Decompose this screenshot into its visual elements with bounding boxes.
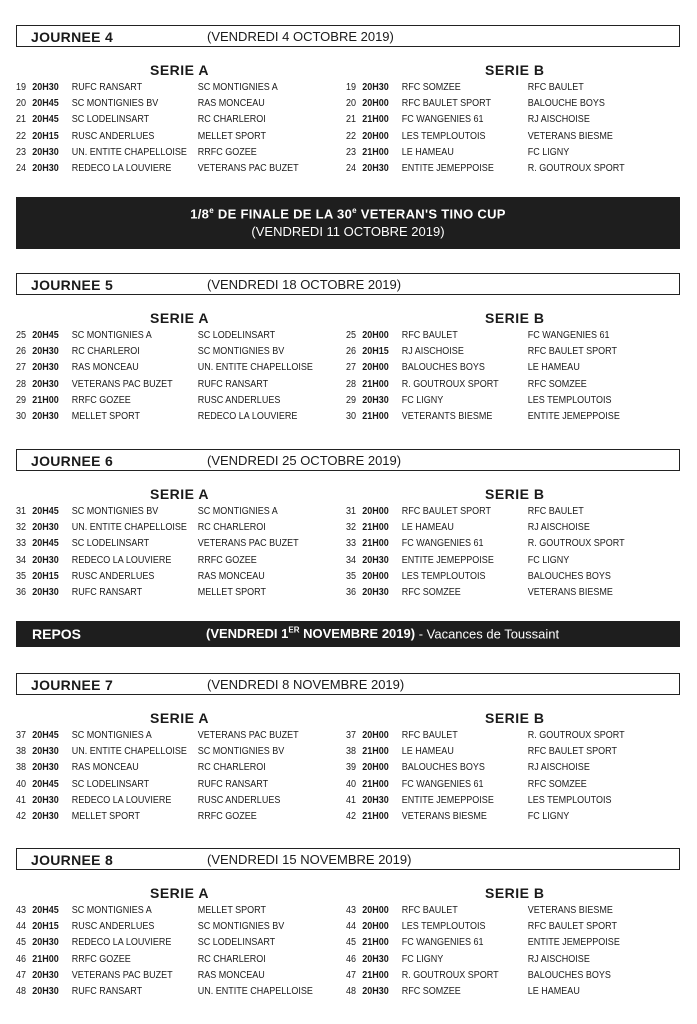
away-team: RRFC GOZEE [197, 811, 257, 822]
match-number: 20 [346, 98, 357, 110]
match-time: 20H00 [362, 730, 389, 741]
home-team: LES TEMPLOUTOIS [401, 570, 486, 582]
match-time: 20H45 [32, 778, 59, 790]
match-number: 19 [16, 82, 27, 93]
match-time: 21H00 [362, 378, 389, 390]
match-number: 24 [16, 163, 27, 174]
away-team: RFC SOMZEE [527, 778, 587, 790]
journee-header [16, 673, 680, 695]
journee-title: JOURNEE 6 [31, 453, 114, 469]
match-time: 20H30 [362, 82, 389, 93]
match-number: 28 [16, 378, 27, 390]
match-time: 20H15 [32, 570, 59, 582]
match-time: 21H00 [362, 114, 389, 126]
match-time: 20H00 [362, 570, 389, 582]
match-time: 21H00 [32, 394, 59, 406]
match-number: 45 [346, 937, 357, 949]
match-time: 21H00 [362, 778, 389, 790]
away-team: FC LIGNY [527, 146, 570, 158]
serie-a-label: SERIE A [150, 885, 209, 901]
match-number: 35 [16, 570, 27, 582]
match-number: 41 [16, 794, 27, 806]
serie-b-label: SERIE B [485, 710, 545, 726]
match-time: 20H30 [362, 587, 389, 598]
away-team: RAS MONCEAU [197, 98, 265, 110]
match-number: 43 [346, 905, 357, 916]
match-time: 20H30 [32, 346, 59, 358]
match-time: 20H45 [32, 506, 59, 517]
home-team: R. GOUTROUX SPORT [401, 378, 499, 390]
match-time: 21H00 [362, 811, 389, 822]
match-time: 20H30 [362, 794, 389, 806]
home-team: RUFC RANSART [71, 82, 143, 93]
home-team: ENTITE JEMEPPOISE [401, 554, 494, 566]
match-time: 20H30 [32, 378, 59, 390]
home-team: SC LODELINSART [71, 538, 150, 550]
home-team: BALOUCHES BOYS [401, 762, 485, 774]
journee-header [16, 848, 680, 870]
match-number: 42 [346, 811, 357, 822]
journee-header [16, 273, 680, 295]
match-number: 44 [16, 921, 27, 933]
match-time: 20H00 [362, 330, 389, 341]
away-team: R. GOUTROUX SPORT [527, 163, 625, 174]
away-team: VETERANS BIESME [527, 905, 613, 916]
match-time: 20H30 [32, 937, 59, 949]
home-team: FC WANGENIES 61 [401, 937, 484, 949]
match-time: 20H00 [362, 921, 389, 933]
away-team: RFC BAULET SPORT [527, 921, 617, 933]
home-team: RFC SOMZEE [401, 986, 461, 997]
home-team: RUSC ANDERLUES [71, 570, 155, 582]
away-team: RRFC GOZEE [197, 554, 257, 566]
match-number: 21 [346, 114, 357, 126]
match-number: 42 [16, 811, 27, 822]
match-number: 26 [16, 346, 27, 358]
match-number: 43 [16, 905, 27, 916]
match-number: 38 [346, 746, 357, 758]
home-team: SC MONTIGNIES BV [71, 98, 159, 110]
journee-date: (VENDREDI 25 OCTOBRE 2019) [207, 453, 402, 468]
match-number: 32 [346, 522, 357, 534]
home-team: REDECO LA LOUVIERE [71, 794, 172, 806]
away-team: RUFC RANSART [197, 778, 269, 790]
away-team: RJ AISCHOISE [527, 762, 590, 774]
away-team: SC MONTIGNIES BV [197, 746, 285, 758]
match-number: 48 [346, 986, 357, 997]
away-team: BALOUCHE BOYS [527, 98, 605, 110]
away-team: VETERANS PAC BUZET [197, 538, 299, 550]
match-number: 45 [16, 937, 27, 949]
away-team: RAS MONCEAU [197, 969, 265, 981]
away-team: RC CHARLEROI [197, 762, 266, 774]
match-number: 40 [346, 778, 357, 790]
journee-title: JOURNEE 8 [31, 852, 114, 868]
match-number: 38 [16, 746, 27, 758]
match-time: 20H00 [362, 130, 389, 142]
away-team: SC MONTIGNIES BV [197, 921, 285, 933]
home-team: LES TEMPLOUTOIS [401, 130, 486, 142]
away-team: RC CHARLEROI [197, 953, 266, 965]
away-team: SC LODELINSART [197, 937, 276, 949]
match-number: 28 [346, 378, 357, 390]
away-team: RFC SOMZEE [527, 378, 587, 390]
away-team: LE HAMEAU [527, 362, 580, 374]
match-number: 33 [16, 538, 27, 550]
home-team: RRFC GOZEE [71, 953, 131, 965]
match-time: 20H30 [32, 146, 59, 158]
away-team: SC MONTIGNIES A [197, 506, 278, 517]
home-team: RJ AISCHOISE [401, 346, 464, 358]
match-time: 20H30 [32, 163, 59, 174]
home-team: VETERANTS BIESME [401, 411, 493, 422]
home-team: RUFC RANSART [71, 587, 143, 598]
match-number: 23 [16, 146, 27, 158]
match-number: 41 [346, 794, 357, 806]
home-team: VETERANS PAC BUZET [71, 969, 173, 981]
away-team: R. GOUTROUX SPORT [527, 538, 625, 550]
away-team: LES TEMPLOUTOIS [527, 794, 612, 806]
match-number: 46 [16, 953, 27, 965]
home-team: SC LODELINSART [71, 114, 150, 126]
journee-date: (VENDREDI 8 NOVEMBRE 2019) [207, 677, 405, 692]
home-team: RFC BAULET SPORT [401, 506, 491, 517]
match-number: 30 [16, 411, 27, 422]
match-time: 20H00 [362, 905, 389, 916]
repos-date: (VENDREDI 1ER NOVEMBRE 2019) - Vacances de Toussaint [206, 626, 560, 642]
match-time: 20H45 [32, 538, 59, 550]
away-team: RJ AISCHOISE [527, 953, 590, 965]
home-team: UN. ENTITE CHAPELLOISE [71, 522, 187, 534]
home-team: LE HAMEAU [401, 146, 454, 158]
serie-a-label: SERIE A [150, 62, 209, 78]
match-number: 36 [16, 587, 27, 598]
match-time: 20H30 [32, 986, 59, 997]
home-team: ENTITE JEMEPPOISE [401, 794, 494, 806]
away-team: BALOUCHES BOYS [527, 969, 611, 981]
home-team: SC MONTIGNIES A [71, 330, 152, 341]
match-time: 20H00 [362, 762, 389, 774]
repos-banner [16, 621, 680, 647]
serie-b-label: SERIE B [485, 486, 545, 502]
away-team: VETERANS BIESME [527, 587, 613, 598]
away-team: VETERANS PAC BUZET [197, 163, 299, 174]
serie-b-label: SERIE B [485, 62, 545, 78]
home-team: SC LODELINSART [71, 778, 150, 790]
match-number: 34 [16, 554, 27, 566]
match-number: 29 [346, 394, 357, 406]
away-team: MELLET SPORT [197, 587, 267, 598]
match-time: 20H30 [362, 163, 389, 174]
match-number: 44 [346, 921, 357, 933]
match-time: 20H30 [32, 746, 59, 758]
match-number: 23 [346, 146, 357, 158]
match-number: 29 [16, 394, 27, 406]
home-team: LE HAMEAU [401, 746, 454, 758]
match-number: 22 [16, 130, 27, 142]
match-time: 20H30 [32, 762, 59, 774]
away-team: RFC BAULET SPORT [527, 346, 617, 358]
match-time: 21H00 [362, 538, 389, 550]
match-number: 21 [16, 114, 27, 126]
match-number: 27 [16, 362, 27, 374]
journee-date: (VENDREDI 15 NOVEMBRE 2019) [207, 852, 412, 867]
away-team: SC MONTIGNIES A [197, 82, 278, 93]
match-time: 21H00 [32, 953, 59, 965]
away-team: RFC BAULET SPORT [527, 746, 617, 758]
match-number: 24 [346, 163, 357, 174]
match-time: 20H30 [362, 394, 389, 406]
home-team: MELLET SPORT [71, 811, 141, 822]
match-time: 20H45 [32, 98, 59, 110]
away-team: UN. ENTITE CHAPELLOISE [197, 362, 313, 374]
away-team: RJ AISCHOISE [527, 522, 590, 534]
cup-title: 1/8e DE FINALE DE LA 30e VETERAN'S TINO CUP [190, 206, 506, 222]
match-time: 20H00 [362, 362, 389, 374]
match-number: 31 [16, 506, 27, 517]
away-team: SC MONTIGNIES BV [197, 346, 285, 358]
home-team: FC LIGNY [401, 394, 444, 406]
match-time: 20H30 [32, 811, 59, 822]
away-team: RAS MONCEAU [197, 570, 265, 582]
home-team: ENTITE JEMEPPOISE [401, 163, 494, 174]
match-time: 20H30 [362, 986, 389, 997]
match-time: 20H00 [362, 98, 389, 110]
match-number: 47 [16, 969, 27, 981]
away-team: VETERANS BIESME [527, 130, 613, 142]
away-team: RRFC GOZEE [197, 146, 257, 158]
match-time: 20H30 [32, 82, 59, 93]
away-team: SC LODELINSART [197, 330, 276, 341]
match-time: 20H45 [32, 905, 59, 916]
away-team: RUSC ANDERLUES [197, 394, 281, 406]
match-number: 22 [346, 130, 357, 142]
match-time: 21H00 [362, 522, 389, 534]
away-team: RC CHARLEROI [197, 522, 266, 534]
home-team: FC WANGENIES 61 [401, 114, 484, 126]
home-team: RFC BAULET SPORT [401, 98, 491, 110]
match-time: 21H00 [362, 411, 389, 422]
match-number: 36 [346, 587, 357, 598]
away-team: RC CHARLEROI [197, 114, 266, 126]
match-number: 47 [346, 969, 357, 981]
match-time: 20H30 [32, 362, 59, 374]
home-team: RUFC RANSART [71, 986, 143, 997]
home-team: RFC BAULET [401, 905, 458, 916]
away-team: ENTITE JEMEPPOISE [527, 411, 620, 422]
match-number: 20 [16, 98, 27, 110]
home-team: FC WANGENIES 61 [401, 778, 484, 790]
serie-b-label: SERIE B [485, 885, 545, 901]
match-number: 33 [346, 538, 357, 550]
away-team: REDECO LA LOUVIERE [197, 411, 298, 422]
match-time: 20H15 [32, 130, 59, 142]
match-time: 20H30 [362, 953, 389, 965]
home-team: RFC SOMZEE [401, 587, 461, 598]
match-time: 21H00 [362, 969, 389, 981]
journee-title: JOURNEE 5 [31, 277, 114, 293]
away-team: RJ AISCHOISE [527, 114, 590, 126]
match-time: 20H15 [362, 346, 389, 358]
away-team: ENTITE JEMEPPOISE [527, 937, 620, 949]
match-number: 46 [346, 953, 357, 965]
home-team: RUSC ANDERLUES [71, 921, 155, 933]
match-time: 20H30 [32, 794, 59, 806]
home-team: FC LIGNY [401, 953, 444, 965]
home-team: RC CHARLEROI [71, 346, 140, 358]
serie-a-label: SERIE A [150, 310, 209, 326]
match-number: 25 [346, 330, 357, 341]
match-time: 20H30 [32, 969, 59, 981]
match-number: 37 [16, 730, 27, 741]
home-team: VETERANS PAC BUZET [71, 378, 173, 390]
away-team: LES TEMPLOUTOIS [527, 394, 612, 406]
cup-date: (VENDREDI 11 OCTOBRE 2019) [251, 224, 445, 239]
match-number: 19 [346, 82, 357, 93]
match-number: 31 [346, 506, 357, 517]
home-team: RFC SOMZEE [401, 82, 461, 93]
away-team: FC LIGNY [527, 811, 570, 822]
match-time: 20H15 [32, 921, 59, 933]
serie-a-label: SERIE A [150, 486, 209, 502]
home-team: UN. ENTITE CHAPELLOISE [71, 746, 187, 758]
home-team: RAS MONCEAU [71, 762, 139, 774]
journee-title: JOURNEE 7 [31, 677, 114, 693]
home-team: RFC BAULET [401, 730, 458, 741]
match-time: 21H00 [362, 746, 389, 758]
home-team: LES TEMPLOUTOIS [401, 921, 486, 933]
away-team: LE HAMEAU [527, 986, 580, 997]
home-team: BALOUCHES BOYS [401, 362, 485, 374]
away-team: MELLET SPORT [197, 130, 267, 142]
home-team: RAS MONCEAU [71, 362, 139, 374]
home-team: REDECO LA LOUVIERE [71, 937, 172, 949]
match-number: 35 [346, 570, 357, 582]
home-team: R. GOUTROUX SPORT [401, 969, 499, 981]
away-team: MELLET SPORT [197, 905, 267, 916]
journee-header [16, 449, 680, 471]
home-team: UN. ENTITE CHAPELLOISE [71, 146, 187, 158]
match-number: 34 [346, 554, 357, 566]
away-team: RFC BAULET [527, 82, 584, 93]
away-team: BALOUCHES BOYS [527, 570, 611, 582]
match-number: 26 [346, 346, 357, 358]
match-time: 20H30 [32, 522, 59, 534]
match-number: 27 [346, 362, 357, 374]
serie-a-label: SERIE A [150, 710, 209, 726]
match-number: 30 [346, 411, 357, 422]
home-team: LE HAMEAU [401, 522, 454, 534]
journee-date: (VENDREDI 18 OCTOBRE 2019) [207, 277, 402, 292]
match-time: 21H00 [362, 146, 389, 158]
match-number: 39 [346, 762, 357, 774]
match-number: 37 [346, 730, 357, 741]
away-team: R. GOUTROUX SPORT [527, 730, 625, 741]
match-time: 20H45 [32, 730, 59, 741]
home-team: SC MONTIGNIES A [71, 905, 152, 916]
match-number: 32 [16, 522, 27, 534]
cup-banner [16, 197, 680, 249]
home-team: RRFC GOZEE [71, 394, 131, 406]
journee-header [16, 25, 680, 47]
home-team: REDECO LA LOUVIERE [71, 554, 172, 566]
match-time: 20H30 [32, 587, 59, 598]
home-team: RFC BAULET [401, 330, 458, 341]
serie-b-label: SERIE B [485, 310, 545, 326]
home-team: VETERANS BIESME [401, 811, 487, 822]
match-number: 48 [16, 986, 27, 997]
away-team: RFC BAULET [527, 506, 584, 517]
match-number: 25 [16, 330, 27, 341]
away-team: VETERANS PAC BUZET [197, 730, 299, 741]
match-time: 20H30 [32, 554, 59, 566]
home-team: RUSC ANDERLUES [71, 130, 155, 142]
away-team: FC LIGNY [527, 554, 570, 566]
away-team: FC WANGENIES 61 [527, 330, 610, 341]
match-number: 40 [16, 778, 27, 790]
match-time: 20H45 [32, 330, 59, 341]
home-team: FC WANGENIES 61 [401, 538, 484, 550]
away-team: RUSC ANDERLUES [197, 794, 281, 806]
match-time: 20H30 [32, 411, 59, 422]
away-team: RUFC RANSART [197, 378, 269, 390]
home-team: SC MONTIGNIES A [71, 730, 152, 741]
match-number: 38 [16, 762, 27, 774]
away-team: UN. ENTITE CHAPELLOISE [197, 986, 313, 997]
match-time: 20H30 [362, 554, 389, 566]
match-time: 20H45 [32, 114, 59, 126]
journee-date: (VENDREDI 4 OCTOBRE 2019) [207, 29, 394, 44]
match-time: 21H00 [362, 937, 389, 949]
home-team: REDECO LA LOUVIERE [71, 163, 172, 174]
journee-title: JOURNEE 4 [31, 29, 114, 45]
home-team: SC MONTIGNIES BV [71, 506, 159, 517]
repos-title: REPOS [32, 626, 82, 642]
match-time: 20H00 [362, 506, 389, 517]
home-team: MELLET SPORT [71, 411, 141, 422]
